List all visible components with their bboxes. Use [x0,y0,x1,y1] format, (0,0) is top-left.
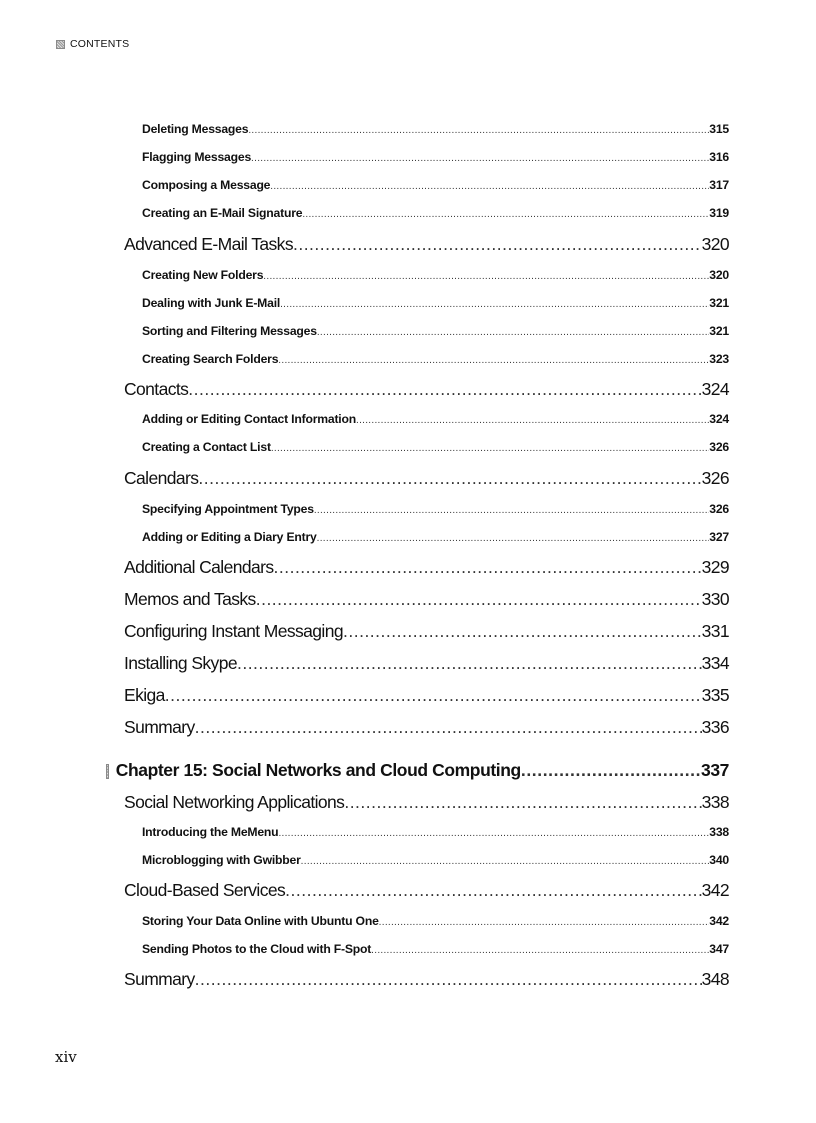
dot-leader [344,792,701,813]
toc-entry-title: Installing Skype [124,653,237,673]
toc-entry-page: 321 [709,324,729,338]
toc-entry [142,352,729,368]
toc-entry-page: 342 [709,914,729,928]
toc-entry-page: 335 [701,685,729,705]
toc-entry [142,942,729,958]
dot-leader [317,533,710,544]
toc-entry-page: 338 [709,825,729,839]
toc-entry-title: Introducing the MeMenu [142,825,279,839]
dot-leader [302,209,709,220]
toc-section-entry [124,557,729,579]
toc-entry-page: 316 [709,150,729,164]
dot-leader [195,969,702,990]
toc-entry [142,206,729,222]
toc-entry [142,150,729,166]
toc-entry-title: Chapter 15: Social Networks and Cloud Computing [115,760,521,780]
dot-leader [251,153,709,164]
toc-entry-page: 326 [709,440,729,454]
dot-leader [317,327,709,338]
toc-entry [142,440,729,456]
toc-entry-page: 338 [701,792,729,812]
toc-section-entry [124,880,729,902]
dot-leader [270,181,709,192]
toc-entry-page: 319 [709,206,729,220]
square-bullet-icon [106,764,109,779]
dot-leader [256,589,702,610]
toc-entry-title: Memos and Tasks [124,589,256,609]
dot-leader [271,443,709,454]
toc-entry-title: Sorting and Filtering Messages [142,324,317,338]
toc-section-entry [124,468,729,490]
dot-leader [237,653,702,674]
toc-entry-page: 315 [709,122,729,136]
toc-entry-title: Creating a Contact List [142,440,271,454]
toc-entry-page: 327 [709,530,729,544]
dot-leader [248,125,709,136]
toc-entry-title: Summary [124,717,195,737]
toc-entry-page: 324 [701,379,729,399]
toc-entry [142,122,729,138]
toc-entry-title: Cloud-Based Services [124,880,286,900]
toc-entry-title: Creating an E-Mail Signature [142,206,303,220]
toc-entry-page: 342 [701,880,729,900]
toc-entry-title: Sending Photos to the Cloud with F-Spot [142,942,372,956]
toc-section-entry [124,379,729,401]
toc-entry [142,324,729,340]
dot-leader [165,685,702,706]
toc-section-entry [124,969,729,991]
toc-entry-title: Flagging Messages [142,150,252,164]
dot-leader [285,880,701,901]
running-head-title: CONTENTS [70,38,130,50]
dot-leader [195,717,702,738]
toc-section-entry [124,589,729,611]
dot-leader [379,917,710,928]
toc-entry-title: Configuring Instant Messaging [124,621,343,641]
toc-entry [142,853,729,869]
dot-leader [371,945,709,956]
toc-entry-title: Specifying Appointment Types [142,502,314,516]
dot-leader [280,299,709,310]
toc-entry-title: Contacts [124,379,189,399]
toc-entry-title: Advanced E-Mail Tasks [124,234,293,254]
toc-entry-page: 320 [701,234,729,254]
toc-entry [142,502,729,518]
toc-section-entry [124,717,729,739]
toc-entry-title: Additional Calendars [124,557,274,577]
toc-section-entry [124,653,729,675]
toc-entry-page: 323 [709,352,729,366]
toc-entry [142,178,729,194]
dot-leader [198,468,701,489]
toc-entry-page: 330 [701,589,729,609]
toc-entry-page: 329 [701,557,729,577]
dot-leader [278,828,709,839]
toc-entry-page: 336 [701,717,729,737]
toc-entry-page: 324 [709,412,729,426]
toc-chapter-entry [106,760,729,782]
toc-entry-title: Deleting Messages [142,122,249,136]
toc-entry-title: Microblogging with Gwibber [142,853,301,867]
toc-section-entry [124,621,729,643]
toc-entry-page: 337 [701,760,729,780]
toc-entry [142,268,729,284]
toc-entry-title: Ekiga [124,685,165,705]
toc-entry-title: Social Networking Applications [124,792,345,812]
toc-entry-title: Creating Search Folders [142,352,279,366]
dot-leader [293,234,702,255]
dot-leader [314,505,709,516]
dot-leader [521,760,701,781]
dot-leader [263,271,709,282]
toc-entry-page: 334 [701,653,729,673]
toc-entry-page: 340 [709,853,729,867]
dot-leader [356,415,709,426]
toc-entry [142,530,729,546]
toc-entry-title: Summary [124,969,195,989]
toc-entry [142,296,729,312]
dot-leader [278,355,709,366]
toc-entry-page: 347 [709,942,729,956]
toc-entry [142,412,729,428]
toc-entry-title: Dealing with Junk E-Mail [142,296,281,310]
page-number: xiv [55,1048,77,1066]
toc-section-entry [124,685,729,707]
toc-entry-page: 348 [701,969,729,989]
toc-entry-title: Calendars [124,468,199,488]
toc-entry-page: 317 [709,178,729,192]
dot-leader [188,379,701,400]
dot-leader [301,856,710,867]
toc-entry-page: 326 [701,468,729,488]
dot-leader [274,557,702,578]
toc-entry-title: Composing a Message [142,178,271,192]
toc-entry-title: Adding or Editing a Diary Entry [142,530,317,544]
toc-entry-page: 321 [709,296,729,310]
toc-entry-page: 331 [701,621,729,641]
toc-entry-page: 326 [709,502,729,516]
toc-entry [142,914,729,930]
toc-entry-title: Creating New Folders [142,268,264,282]
toc-entry-title: Storing Your Data Online with Ubuntu One [142,914,379,928]
toc-entry-page: 320 [709,268,729,282]
toc-section-entry [124,792,729,814]
toc-section-entry [124,234,729,256]
toc-entry [142,825,729,841]
dot-leader [343,621,702,642]
toc-entry-title: Adding or Editing Contact Information [142,412,356,426]
